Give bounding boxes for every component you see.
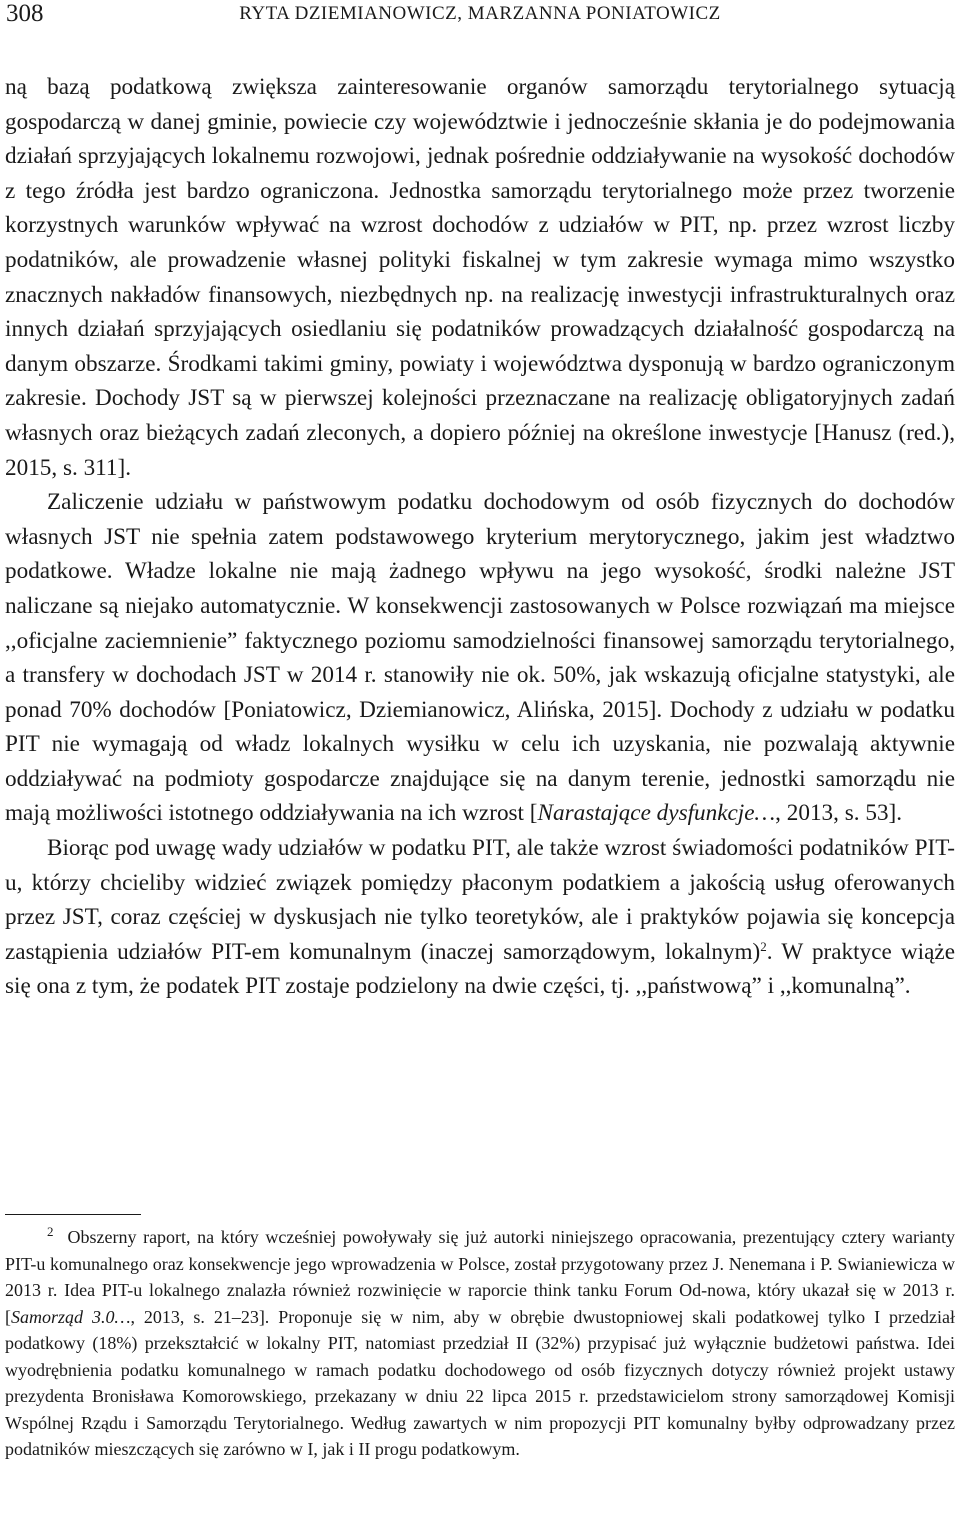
paragraph-2 bbox=[5, 485, 955, 831]
footnote-marker: 2 bbox=[47, 1223, 54, 1239]
footnotes bbox=[5, 1224, 955, 1463]
paragraph-2-citation-end: , 2013, s. 53]. bbox=[775, 800, 903, 827]
footnote-2 bbox=[5, 1224, 955, 1463]
page-number: 308 bbox=[6, 0, 44, 27]
paragraph-2-text: Zaliczenie udziału w państwowym podatku dochodowym od osób fizycznych do dochodów własnych JST nie spełnia zatem podstawowego kryterium merytorycznego, jakim jest władztwo podatkowe. Władze lokalne nie mają żadnego wpływu na jego wysokość, środki należne JST naliczane są niejako automatycznie. W konsekwencji zastosowanych w Polsce rozwiązań ma miejsce ,,oficjalne zaciemnienie” faktycznego poziomu samodzielności finansowej samorządu terytorialnego, a transfery w dochodach JST w 2014 r. stanowiły nie ok. 50%, jak wskazują oficjalne statystyki, ale ponad 70% dochodów [Poniatowicz, Dziemianowicz, Alińska, 2015]. Dochody z udziału w podatku PIT nie wymagają od władz lokalnych wysiłku w celu ich uzyskania, nie pozwalają aktywnie oddziaływać na podmioty gospodarcze znajdujące się na danym terenie, jednostki samorządu nie mają możliwości istotnego oddziaływania na ich wzrost [ bbox=[5, 489, 955, 827]
body-text bbox=[5, 70, 955, 1004]
running-head: RYTA DZIEMIANOWICZ, MARZANNA PONIATOWICZ bbox=[239, 3, 721, 24]
footnote-cited-title: Samorząd 3.0… bbox=[11, 1306, 131, 1327]
paragraph-3 bbox=[5, 831, 955, 1004]
paragraph-1: ną bazą podatkową zwiększa zainteresowanie organów samorządu terytorialnego sytuacją gospodarczą w danej gminie, powiecie czy województwie i jednocześnie skłania je do podejmowania działań sprzyjających lokalnemu rozwojowi, jednak pośrednie oddziaływanie na wysokość dochodów z tego źródła jest bardzo ograniczona. Jednostka samorządu terytorialnego może przez tworzenie korzystnych warunków wpływać na wzrost dochodów z udziałów w PIT, np. przez wzrost liczby podatników, ale prowadzenie własnej polityki fiskalnej w tym zakresie wymaga mimo wszystko znacznych nakładów finansowych, niezbędnych np. na realizację inwestycji infrastrukturalnych oraz innych działań sprzyjających osiedlaniu się podatników prowadzących działalność gospodarczą na danym obszarze. Środkami takimi gminy, powiaty i województwa dysponują w bardzo ograniczonym zakresie. Dochody JST są w pierwszej kolejności przeznaczane na realizację obligatoryjnych zadań własnych oraz bieżących zadań zleconych, a dopiero później na określone inwestycje [Hanusz (red.), 2015, s. 311]. bbox=[5, 74, 955, 481]
footnote-text-end: , 2013, s. 21–23]. Proponuje się w nim, aby w obrębie dwustopniowej skali podatkowej tylko I przedział podatkowy (18%) przekształcić w lokalny PIT, natomiast przedział II (32%) przypisać już wyłącznie budżetowi państwa. Idei wyodrębnienia podatku komunalnego w ramach podatku dochodowego od osób fizycznych dotyczy również projekt ustawy prezydenta Bronisława Komorowskiego, przekazany w dniu 22 lipca 2015 r. przedstawicielom strony samorządowej Komisji Wspólnej Rządu i Samorządu Terytorialnego. Według zawartych w nim propozycji PIT komunalny byłby odprowadzany przez podatników mieszczących się zarówno w I, jak i II progu podatkowym. bbox=[5, 1306, 956, 1459]
footnote-divider bbox=[5, 1214, 141, 1215]
cited-title: Narastające dysfunkcje… bbox=[537, 800, 776, 827]
footnote-text: Obszerny raport, na który wcześniej powoływały się już autorki niniejszego opracowania, prezentujący cztery warianty PIT-u komunalnego oraz konsekwencje jego wprowadzenia w Polsce, został przygotowany przez J. Nenemana i P. Swianiewicza w 2013 r. Idea PIT-u lokalnego znalazła również rozwinięcie w raporcie think tanku Forum Od-nowa, który ukazał się w 2013 r. [ bbox=[5, 1227, 955, 1327]
paragraph-3-text: Biorąc pod uwagę wady udziałów w podatku PIT, ale także wzrost świadomości podatników PIT-u, którzy chcieliby widzieć związek pomiędzy płaconym podatkiem a jakością usług oferowanych przez JST, coraz częściej w dyskusjach nie tylko teoretyków, ale i praktyków pojawia się koncepcja zastąpienia udziałów PIT-em komunalnym (inaczej samorządowym, lokalnym) bbox=[5, 835, 955, 965]
footnote-reference[interactable]: 2 bbox=[760, 939, 767, 955]
paragraph-3-text-end: . W praktyce wiąże się ona z tym, że podatek PIT zostaje podzielony na dwie części, tj. ,,państwową” i ,,komunalną”. bbox=[5, 938, 955, 1000]
page-header bbox=[0, 0, 960, 40]
